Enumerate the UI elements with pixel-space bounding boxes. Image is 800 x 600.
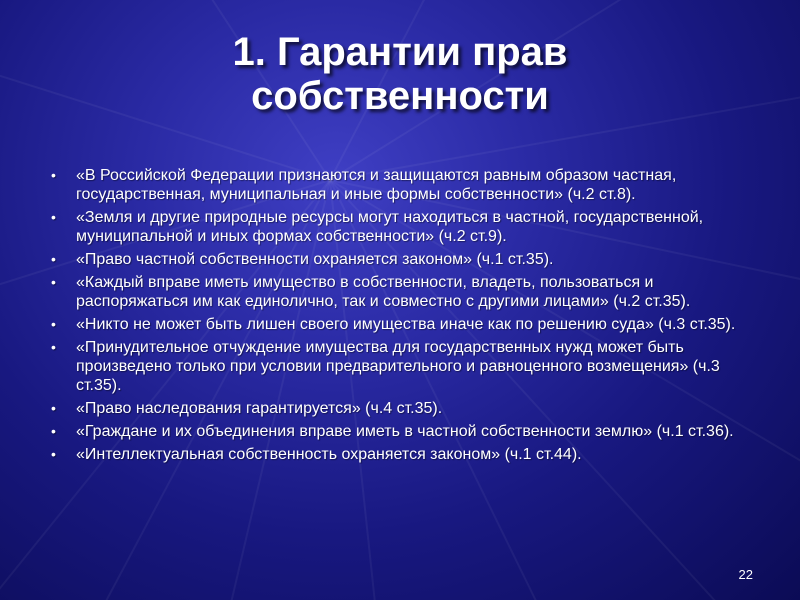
bullet-dot-icon: •	[51, 316, 56, 332]
bullet-item	[48, 315, 748, 334]
bullet-item	[48, 338, 748, 395]
bullet-item	[48, 250, 748, 269]
bullet-text: «Земля и другие природные ресурсы могут находиться в частной, государственной, муниципальной и иных формах собственности» (ч.2 ст.9).	[76, 209, 704, 245]
bullet-text: «Каждый вправе иметь имущество в собственности, владеть, пользоваться и распоряжаться им как единолично, так и совместно с другими лицами» (ч.2 ст.35).	[76, 274, 691, 310]
bullet-dot-icon: •	[51, 339, 56, 355]
bullet-text: «Никто не может быть лишен своего имущества иначе как по решению суда» (ч.3 ст.35).	[76, 316, 736, 333]
bullet-item	[48, 166, 748, 204]
bullet-item	[48, 445, 748, 464]
bullet-text: «Граждане и их объединения вправе иметь в частной собственности землю» (ч.1 ст.36).	[76, 423, 734, 440]
bullet-text: «Принудительное отчуждение имущества для государственных нужд может быть произведено только при условии предварительного и равноценного возмещения» (ч.3 ст.35).	[76, 339, 720, 394]
bullet-text: «В Российской Федерации признаются и защищаются равным образом частная, государственная, муниципальная и иные формы собственности» (ч.2 ст.8).	[76, 167, 677, 203]
bullet-dot-icon: •	[51, 251, 56, 267]
bullet-dot-icon: •	[51, 400, 56, 416]
slide-title-line-1: 1. Гарантии прав	[232, 30, 568, 74]
bullet-list	[48, 166, 748, 468]
slide-title-line-2: собственности	[251, 74, 549, 118]
bullet-text: «Право наследования гарантируется» (ч.4 ст.35).	[76, 400, 443, 417]
bullet-item	[48, 273, 748, 311]
bullet-text: «Интеллектуальная собственность охраняется законом» (ч.1 ст.44).	[76, 446, 582, 463]
page-number: 22	[738, 567, 753, 582]
bullet-item	[48, 422, 748, 441]
bullet-dot-icon: •	[51, 274, 56, 290]
bullet-dot-icon: •	[51, 209, 56, 225]
bullet-dot-icon: •	[51, 423, 56, 439]
bullet-item	[48, 399, 748, 418]
bullet-text: «Право частной собственности охраняется законом» (ч.1 ст.35).	[76, 251, 554, 268]
bullet-dot-icon: •	[51, 446, 56, 462]
bullet-item	[48, 208, 748, 246]
slide-title	[0, 30, 800, 118]
bullet-dot-icon: •	[51, 167, 56, 183]
